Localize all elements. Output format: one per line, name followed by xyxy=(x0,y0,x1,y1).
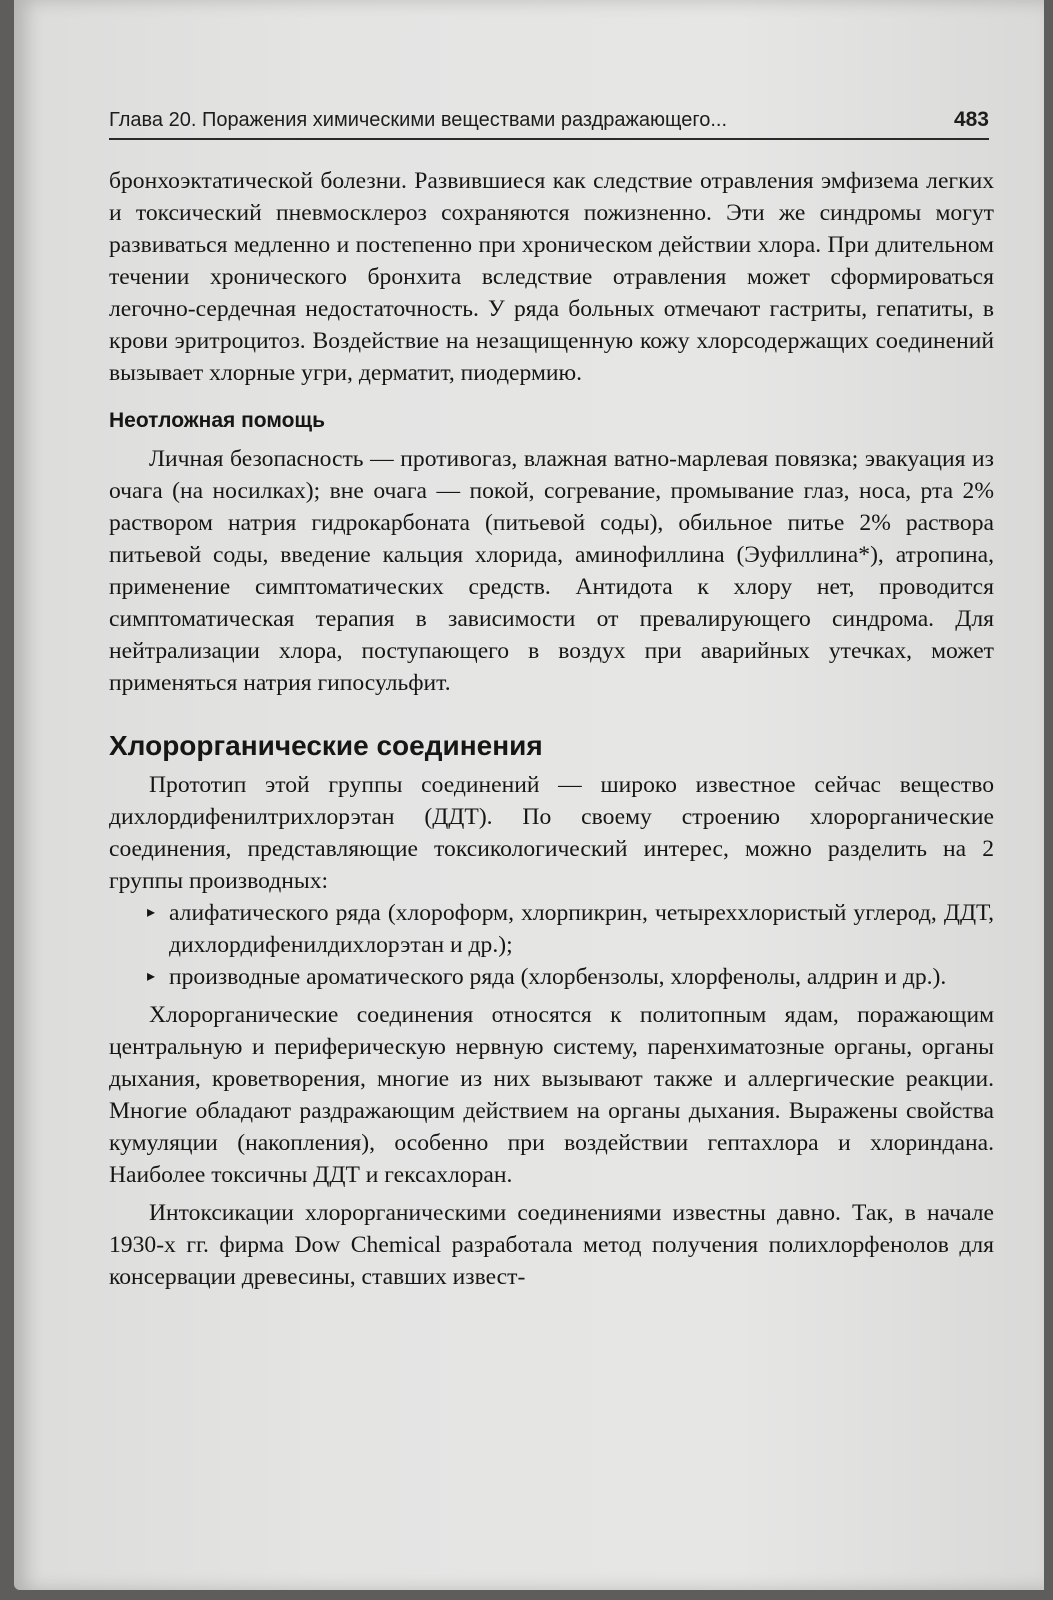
section-title: Хлорорганические соединения xyxy=(109,730,543,761)
subheading-emergency-aid: Неотложная помощь xyxy=(109,409,326,432)
list-item-text: производные ароматического ряда (хлорбензолы, хлорфенолы, алдрин и др.). xyxy=(169,964,947,990)
list-item-text: алифатического ряда (хлороформ, хлорпикрин, четыреххлористый углерод, ДДТ, дихлордифенилдихлорэтан и др.); xyxy=(169,900,994,958)
book-page xyxy=(14,0,1044,1590)
list-item xyxy=(109,961,994,993)
bullet-icon: ▸ xyxy=(147,968,156,985)
paragraph-history: Интоксикации хлорорганическими соединениями известны давно. Так, в начале 1930-х гг. фирма Dow Chemical разработала метод получения полихлорфенолов для консервации древесины, ставших извест- xyxy=(109,1200,994,1290)
running-title: Глава 20. Поражения химическими веществами раздражающего... xyxy=(109,109,728,131)
paragraph-prototype: Прототип этой группы соединений — широко известное сейчас вещество дихлордифенилтрихлорэтан (ДДТ). По своему строению хлорорганические соединения, представляющие токсикологический интерес, можно разделить на 2 группы производных: xyxy=(109,772,994,894)
running-header xyxy=(109,108,989,140)
paragraph-properties: Хлорорганические соединения относятся к политопным ядам, поражающим центральную и периферическую нервную систему, паренхиматозные органы, органы дыхания, кроветворения, многие из них вызывают также и аллергические реакции. Многие обладают раздражающим действием на органы дыхания. Выражены свойства кумуляции (накопления), особенно при воздействии гептахлора и хлориндана. Наиболее токсичны ДДТ и гексахлоран. xyxy=(109,1002,994,1188)
list-item xyxy=(109,897,994,961)
page-body xyxy=(109,165,994,1293)
paragraph-emergency-aid: Личная безопасность — противогаз, влажная ватно-марлевая повязка; эвакуация из очага (на носилках); вне очага — покой, согревание, промывание глаз, носа, рта 2% раствором натрия гидрокарбоната (питьевой соды), обильное питье 2% раствора питьевой соды, введение кальция хлорида, аминофиллина (Эуфиллина*), атропина, применение симптоматических средств. Антидота к хлору нет, проводится симптоматическая терапия в зависимости от превалирующего синдрома. Для нейтрализации хлора, поступающего в воздух при аварийных утечках, может применяться натрия гипосульфит. xyxy=(109,446,994,696)
page-number: 483 xyxy=(953,108,989,131)
paragraph-continuation: бронхоэктатической болезни. Развившиеся как следствие отравления эмфизема легких и токсический пневмосклероз сохраняются пожизненно. Эти же синдромы могут развиваться медленно и постепенно при хроническом действии хлора. При длительном течении хронического бронхита вследствие отравления может сформироваться легочно-сердечная недостаточность. У ряда больных отмечают гастриты, гепатиты, в крови эритроцитоз. Воздействие на незащищенную кожу хлорсодержащих соединений вызывает хлорные угри, дерматит, пиодермию. xyxy=(109,168,994,386)
bullet-list xyxy=(109,897,994,993)
bullet-icon: ▸ xyxy=(147,904,156,921)
